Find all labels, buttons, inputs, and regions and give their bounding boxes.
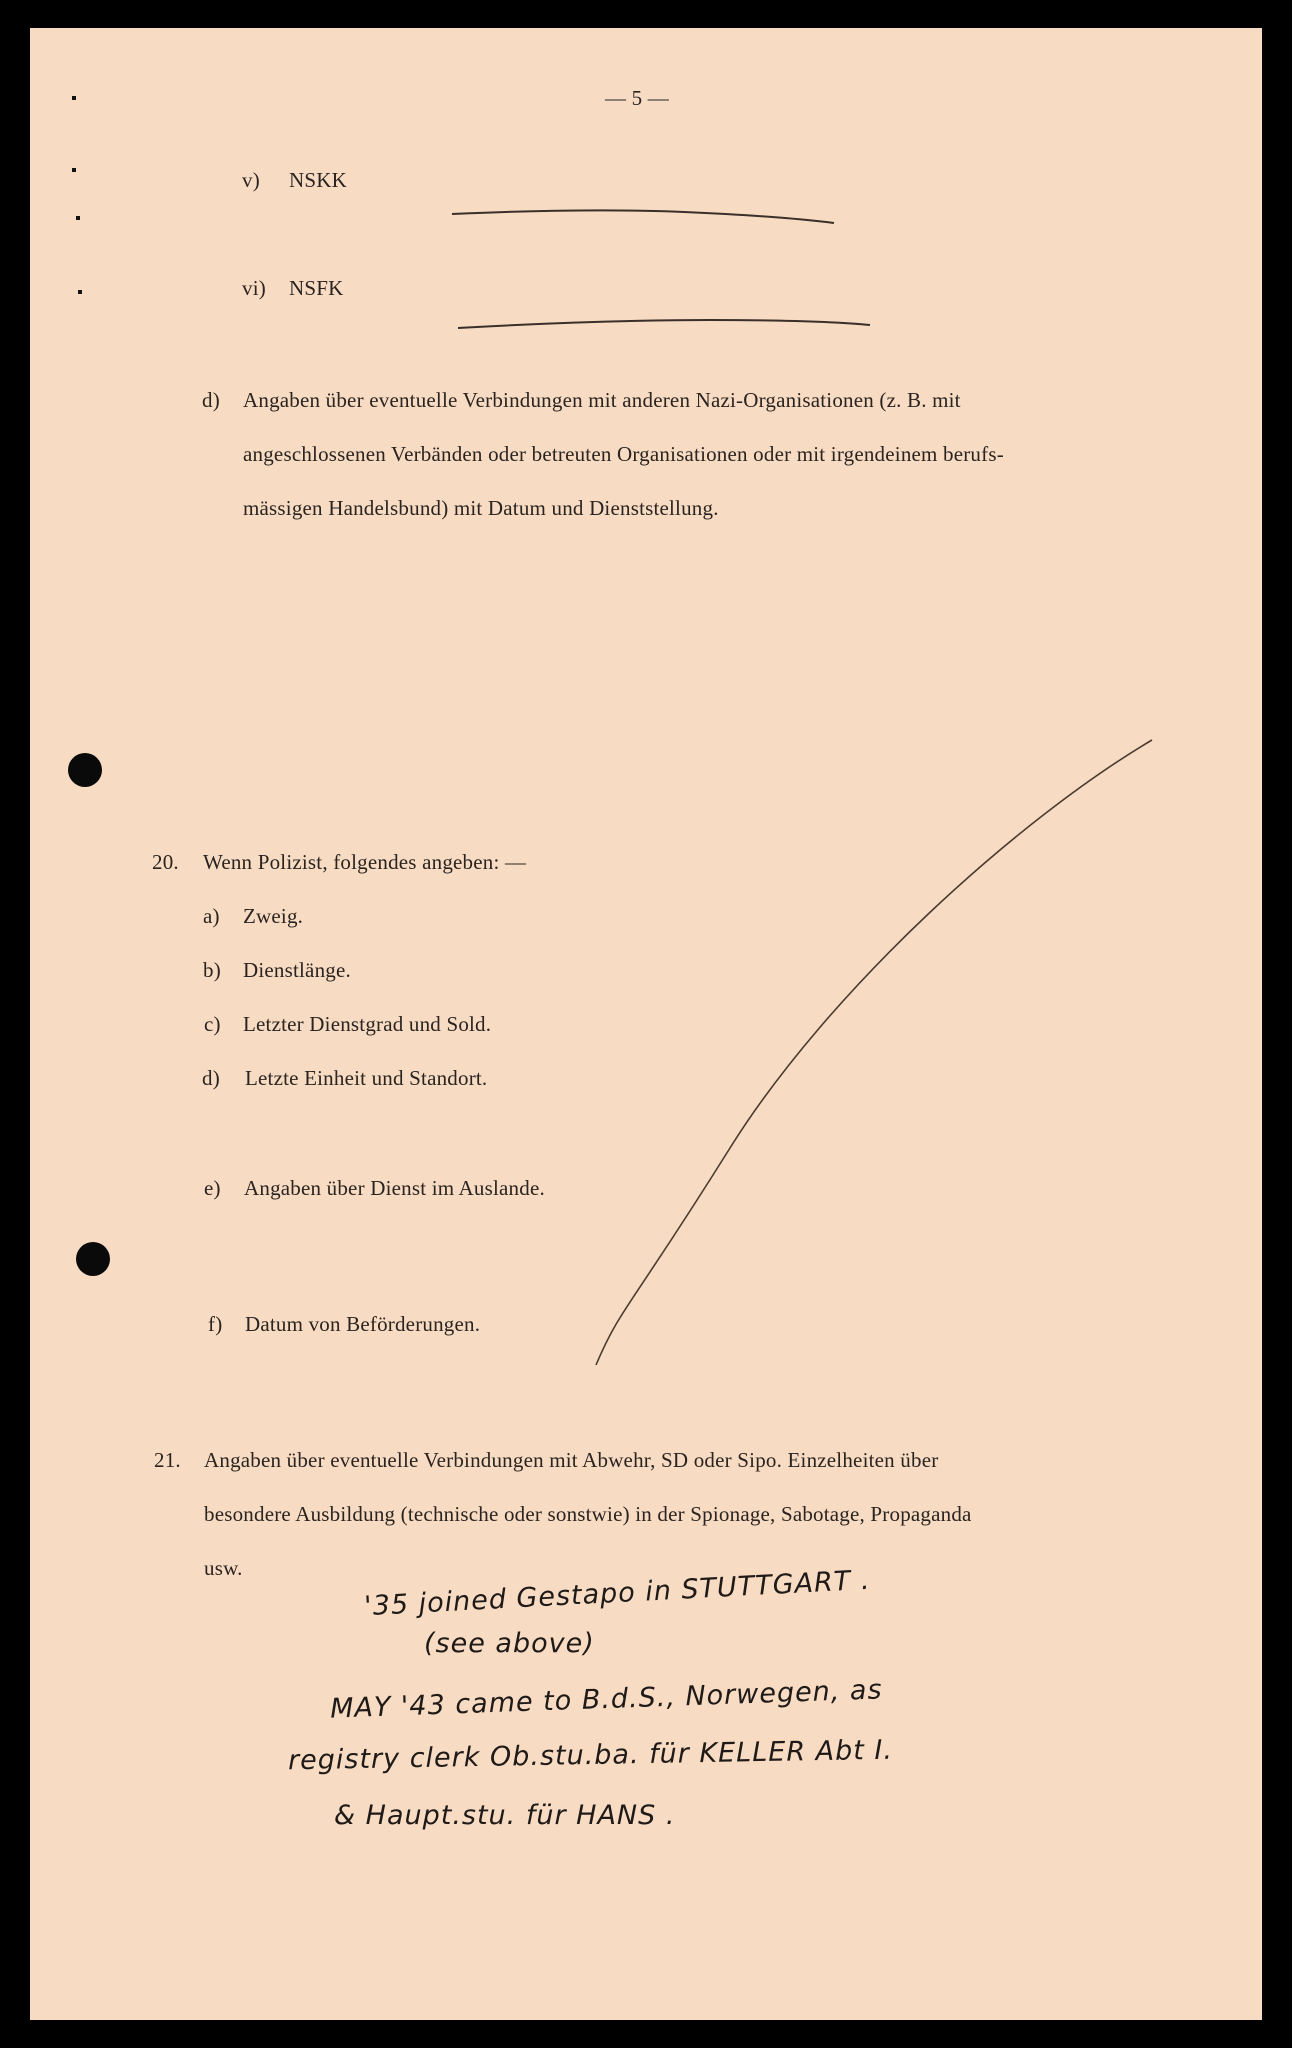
- item-label: vi): [242, 276, 266, 300]
- question-number: 20.: [152, 850, 179, 874]
- item-label: c): [204, 1012, 221, 1036]
- item-label: v): [242, 168, 260, 192]
- item-text: NSKK: [289, 168, 347, 192]
- item-label: d): [202, 1066, 220, 1090]
- handwritten-line: registry clerk Ob.stu.ba. für KELLER Abt I.: [287, 1734, 894, 1777]
- handwritten-line: '35 joined Gestapo in STUTTGART .: [363, 1564, 872, 1623]
- item-text: NSFK: [289, 276, 344, 300]
- question-text-line: Angaben über eventuelle Verbindungen mit Abwehr, SD oder Sipo. Einzelheiten über: [204, 1448, 939, 1472]
- pen-strokes: [30, 28, 1262, 2020]
- blank-answer-line-nsfk: [458, 320, 870, 328]
- handwritten-line: & Haupt.stu. für HANS .: [334, 1800, 676, 1831]
- blank-answer-line-nskk: [452, 210, 834, 223]
- item-label: f): [208, 1312, 223, 1336]
- item-text: Dienstlänge.: [243, 958, 351, 982]
- item-text: Angaben über Dienst im Auslande.: [244, 1176, 545, 1200]
- item-label: d): [202, 388, 220, 412]
- diagonal-strike-line: [596, 740, 1152, 1365]
- item-text: Zweig.: [243, 904, 304, 928]
- page-number: — 5 —: [605, 86, 669, 110]
- item-text: Letzte Einheit und Standort.: [245, 1066, 488, 1090]
- item-label: b): [203, 958, 221, 982]
- question-number: 21.: [154, 1448, 181, 1472]
- handwritten-line: (see above): [424, 1628, 595, 1659]
- item-text: Datum von Beförderungen.: [245, 1312, 481, 1336]
- handwritten-line: MAY '43 came to B.d.S., Norwegen, as: [329, 1674, 884, 1725]
- document-page: [30, 28, 1262, 2020]
- question-text-line: besondere Ausbildung (technische oder sonstwie) in der Spionage, Sabotage, Propaganda: [204, 1502, 972, 1526]
- question-text-line: usw.: [204, 1556, 243, 1580]
- item-text-line: Angaben über eventuelle Verbindungen mit anderen Nazi-Organisationen (z. B. mit: [243, 388, 961, 412]
- item-text-line: angeschlossenen Verbänden oder betreuten Organisationen oder mit irgendeinem berufs-: [243, 442, 1004, 466]
- item-text-line: mässigen Handelsbund) mit Datum und Dienststellung.: [243, 496, 719, 520]
- item-label: a): [203, 904, 220, 928]
- item-text: Letzter Dienstgrad und Sold.: [243, 1012, 492, 1036]
- item-label: e): [204, 1176, 221, 1200]
- question-text: Wenn Polizist, folgendes angeben: —: [203, 850, 527, 874]
